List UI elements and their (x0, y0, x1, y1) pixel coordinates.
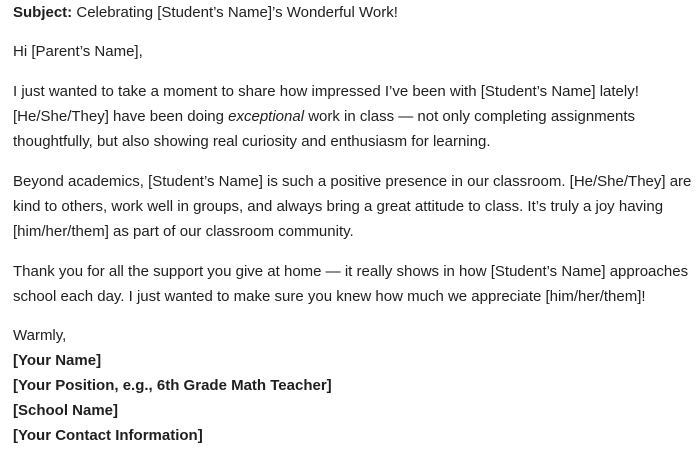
signature-contact: [Your Contact Information] (13, 427, 203, 444)
paragraph-1-part-2: work in class — not only completing assignments thoughtfully, but also showing real curiosity and enthusiasm for learning. (13, 108, 636, 150)
paragraph-1-emphasis: exceptional (228, 108, 305, 125)
paragraph-3: Thank you for all the support you give at home — it really shows in how [Student’s Name] approaches school each day. I just wanted to make sure you knew how much we appreciate [him/her/them]! (13, 263, 689, 305)
signature-position: [Your Position, e.g., 6th Grade Math Teacher] (13, 377, 332, 394)
paragraph-1-part-1: I just wanted to take a moment to share how impressed I’ve been with [Student’s Name] lately! [He/She/They] have been doing (13, 83, 639, 125)
subject-label: Subject: (13, 4, 73, 21)
signature-school: [School Name] (13, 402, 119, 419)
signature-name: [Your Name] (13, 352, 102, 369)
paragraph-2: Beyond academics, [Student’s Name] is such a positive presence in our classroom. [He/She/They] are kind to others, work well in groups, and always bring a great attitude to class. It’s truly a joy having [him/her/them] as part of our classroom community. (13, 173, 692, 240)
subject-line (13, 0, 694, 25)
greeting: Hi [Parent’s Name], (13, 43, 143, 60)
paragraph-1 (13, 79, 694, 154)
subject-text: Celebrating [Student’s Name]’s Wonderful Work! (72, 4, 398, 21)
closing: Warmly, (13, 327, 67, 344)
